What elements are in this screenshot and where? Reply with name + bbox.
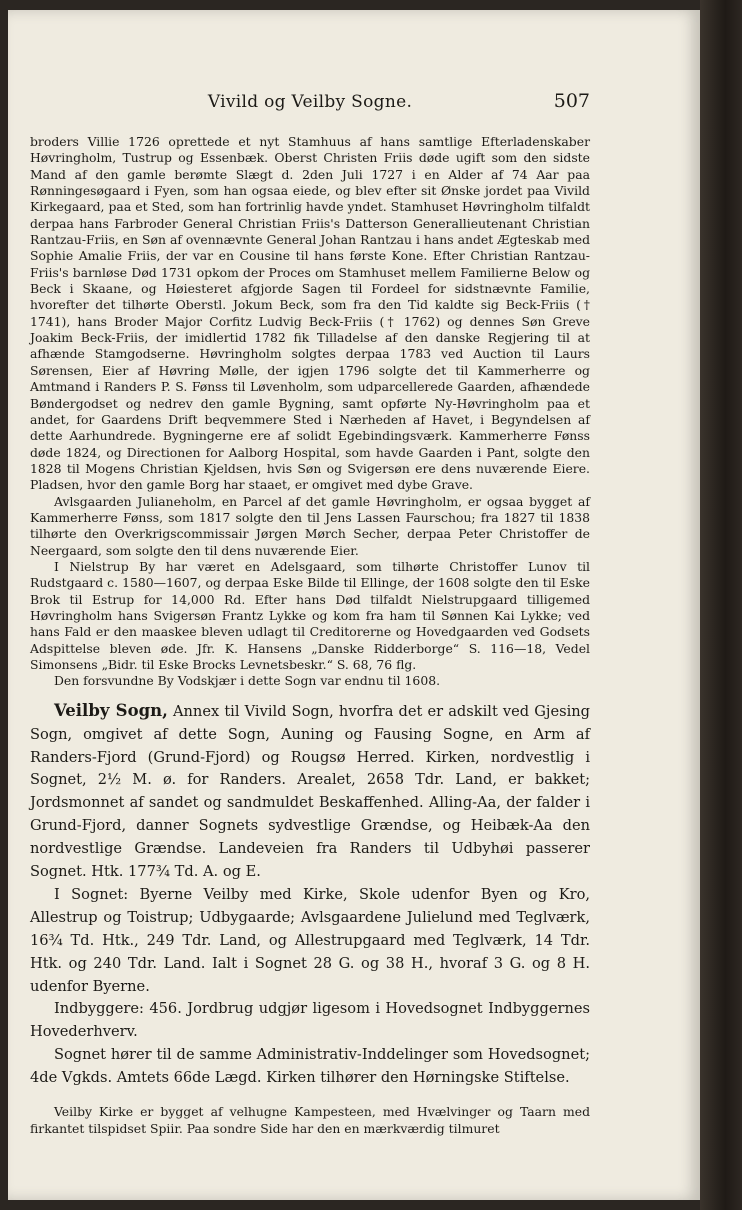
paragraph-administration: Sognet hører til de samme Administrativ-Inddelinger som Hovedsognet; 4de Vgkds. Amtets 66de Lægd. Kirken tilhører den Hørningske Stiftelse. <box>30 1046 590 1087</box>
text-block <box>30 134 590 1137</box>
page-header <box>30 92 590 116</box>
running-head: Vivild og Veilby Sogne. <box>207 92 413 112</box>
paragraph-indbyggere: Indbyggere: 456. Jordbrug udgjør ligesom i Hovedsognet Indbyggernes Hovederhverv. <box>30 1000 590 1041</box>
paragraph-nielstrup: I Nielstrup By har været en Adelsgaard, som tilhørte Christoffer Lunov til Rudstgaard c. 1580—1607, og derpaa Eske Bilde til Ellinge, der 1608 solgte den til Eske Brok til Estrup for 14,000 Rd. Efter hans Død tilfaldt Nielstrupgaard tilligemed Høvringholm hans Svigersøn Frantz Lykke og kom fra ham til Sønnen Kai Lykke; ved hans Fald er den maaskee bleven udlagt til Creditorerne og Hovedgaarden ved Godsets Adspittelse bleven øde. Jfr. K. Hansens „Danske Ridderborge“ S. 116—18, Vedel Simonsens „Bidr. til Eske Brocks Levnetsbeskr.“ S. 68, 76 flg. <box>30 558 590 672</box>
church-notes-section <box>30 1104 590 1137</box>
paragraph-hovringholm-history: broders Villie 1726 oprettede et nyt Stamhuus af hans samtlige Efterladenskaber Høvringholm, Tustrup og Essenbæk. Oberst Christen Friis døde ugift som den sidste Mand af den gamle berømte Slægt d. 2den Juli 1727 i en Alder af 74 Aar paa Rønningesøgaard i Fyen, som han ogsaa eiede, og blev efter sit Ønske jordet paa Vivild Kirkegaard, paa et Sted, som han fortrinlig havde yndet. Stamhuset Høvringholm tilfaldt derpaa hans Farbroder General Christian Friis's Datterson Generallieutenant Christian Rantzau-Friis, en Søn af ovennævnte General Johan Rantzau i hans andet Ægteskab med Sophie Amalie Friis, der var en Cousine til hans første Kone. Efter Christian Rantzau-Friis's barnløse Død 1731 opkom der Proces om Stamhuset mellem Familierne Below og Beck i Skaane, og Høiesteret afgjorde Sagen til Fordeel for sidstnævnte Familie, hvorefter det tilhørte Oberstl. Jokum Beck, som fra den Tid kaldte sig Beck-Friis († 1741), hans Broder Major Corfitz Ludvig Beck-Friis († 1762) og dennes Søn Greve Joakim Beck-Friis, der imidlertid 1782 fik Tilladelse af den danske Regjering til at afhænde Stamgodserne. Høvringholm solgtes derpaa 1783 ved Auction til Laurs Sørensen, Eier af Høvring Mølle, der igjen 1796 solgte det til Kammerherre og Amtmand i Randers P. S. Fønss til Løvenholm, som udparcellerede Gaarden, afhændede Bøndergodset og nedrev den gamle Bygning, samt opførte Ny-Høvringholm paa et andet, for Gaardens Drift beqvemmere Sted i Nærheden af Havet, i Begyndelsen af dette Aarhundrede. Bygningerne ere af solidt Egebindingsværk. Kammerherre Fønss døde 1824, og Directionen for Aalborg Hospital, som havde Gaarden i Pant, solgte den 1828 til Mogens Christian Kjeldsen, hvis Søn og Svigersøn ere dens nuværende Eiere. Pladsen, hvor den gamle Borg har staaet, er omgivet med dybe Grave. <box>30 134 590 493</box>
book-spine <box>700 0 742 1210</box>
small-print-section <box>30 134 590 690</box>
page-number: 507 <box>553 90 590 112</box>
paragraph-vodskjaer: Den forsvundne By Vodskjær i dette Sogn var endnu til 1608. <box>54 673 441 689</box>
paragraph-julianeholm: Avlsgaarden Julianeholm, en Parcel af det gamle Høvringholm, er ogsaa bygget af Kammerherre Fønss, som 1817 solgte den til Jens Lassen Faurschou; fra 1827 til 1838 tilhørte den Overkrigscommissair Jørgen Mørch Secher, derpaa Peter Christoffer de Neergaard, som solgte den til dens nuværende Eier. <box>30 493 590 558</box>
entry-paragraph <box>30 700 590 884</box>
entry-heading: Veilby Sogn, <box>54 700 168 720</box>
entry-text: Annex til Vivild Sogn, hvorfra det er adskilt ved Gjesing Sogn, omgivet af dette Sogn, Auning og Fausing Sogne, en Arm af Randers-Fjord (Grund-Fjord) og Rougsø Herred. Kirken, nordvestlig i Sognet, 2½ M. ø. for Randers. Arealet, 2658 Tdr. Land, er bakket; Jordsmonnet af sandet og sandmuldet Beskaffenhed. Alling-Aa, der falder i Grund-Fjord, danner Sognets sydvestlige Grændse, og Heibæk-Aa den nordvestlige Grændse. Landeveien fra Randers til Udbyhøi passerer Sognet. Htk. 177¾ Td. A. og E. <box>30 702 590 881</box>
paragraph-i-sognet: I Sognet: Byerne Veilby med Kirke, Skole udenfor Byen og Kro, Allestrup og Toistrup; Udbygaarde; Avlsgaardene Julielund med Teglværk, 16¾ Td. Htk., 249 Tdr. Land, og Allestrupgaard med Teglværk, 14 Tdr. Htk. og 240 Tdr. Land. Ialt i Sognet 28 G. og 38 H., hvoraf 3 G. og 8 H. udenfor Byerne. <box>30 885 590 995</box>
paragraph-veilby-kirke: Veilby Kirke er bygget af velhugne Kampesteen, med Hvælvinger og Taarn med firkantet tilspidset Spiir. Paa sondre Side har den en mærkværdig tilmuret <box>30 1104 590 1136</box>
veilby-sogn-section <box>30 700 590 1090</box>
